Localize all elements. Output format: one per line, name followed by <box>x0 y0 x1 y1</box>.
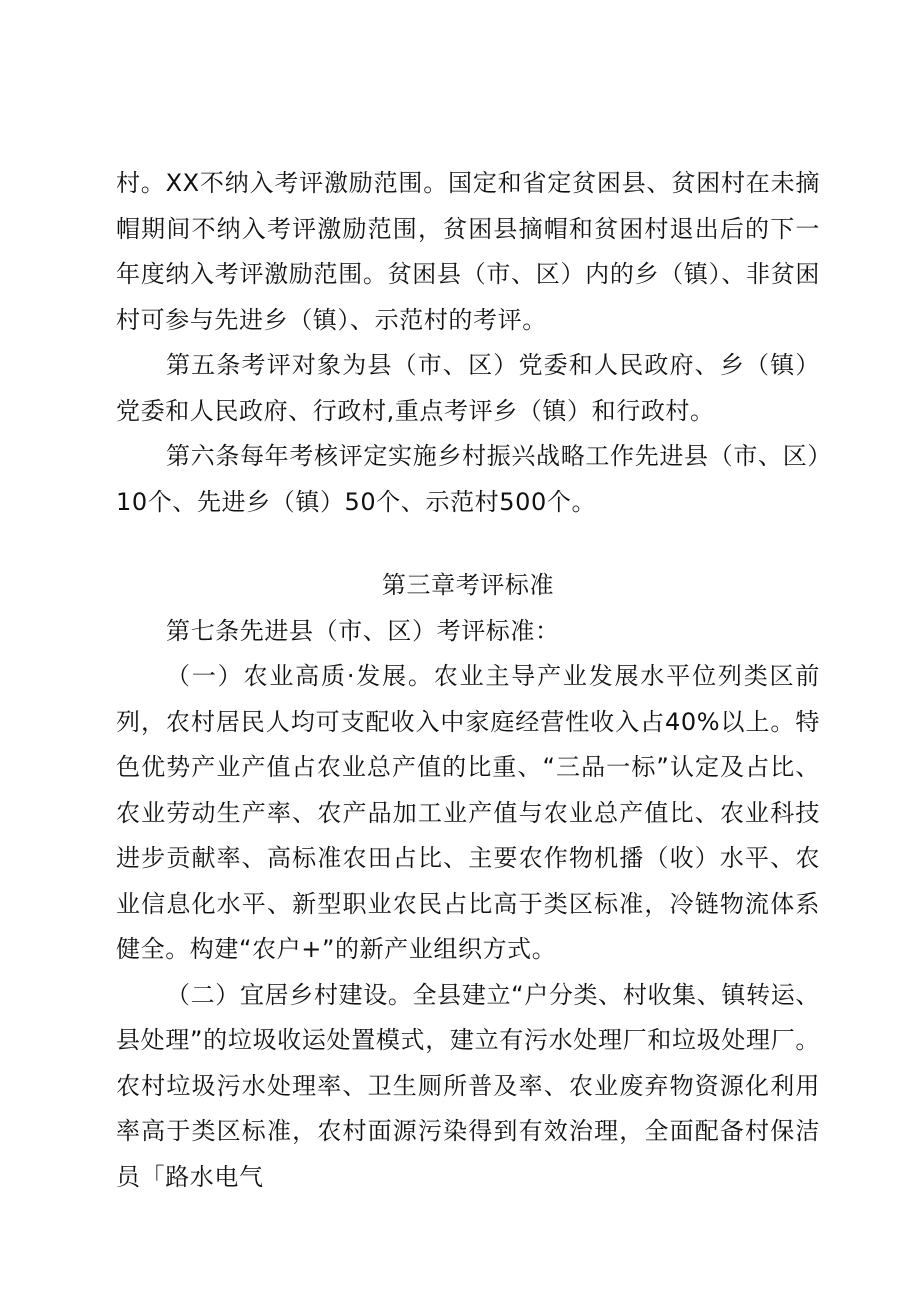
chapter-heading: 第三章考评标准 <box>381 571 555 599</box>
paragraph-article-7: 第七条先进县（市、区）考评标准： <box>166 616 560 645</box>
paragraph-article-6: 第六条每年考核评定实施乡村振兴战略工作先进县（市、区）10个、先进乡（镇）50个、示范村500个。 <box>116 442 820 516</box>
paragraph-item-2: （二）宜居乡村建设。全县建立“户分类、村收集、镇转运、县处理”的垃圾收运处置模式，建立有污水处理厂和垃圾处理厂。农村垃圾污水处理率、卫生厕所普及率、农业废弃物资源化利用率高于类区标准，农村面源污染得到有效治理，全面配备村保洁员「路水电气 <box>116 980 820 1191</box>
paragraph-article-5: 第五条考评对象为县（市、区）党委和人民政府、乡（镇）党委和人民政府、行政村,重点考评乡（镇）和行政村。 <box>116 351 820 425</box>
document-body <box>116 161 820 1200</box>
paragraph-continuation: 村。XX不纳入考评激励范围。国定和省定贫困县、贫困村在未摘帽期间不纳入考评激励范围，贫困县摘帽和贫困村退出后的下一年度纳入考评激励范围。贫困县（市、区）内的乡（镇）、非贫困村可参与先进乡（镇）、示范村的考评。 <box>116 169 820 334</box>
paragraph-item-1: （一）农业高质·发展。农业主导产业发展水平位列类区前列，农村居民人均可支配收入中家庭经营性收入占40%以上。特色优势产业产值占农业总产值的比重、“三品一标”认定及占比、农业劳动生产率、农产品加工业产值与农业总产值比、农业科技进步贡献率、高标准农田占比、主要农作物机播（收）水平、农业信息化水平、新型职业农民占比高于类区标准，冷链物流体系健全。构建“农户+”的新产业组织方式。 <box>116 662 820 963</box>
